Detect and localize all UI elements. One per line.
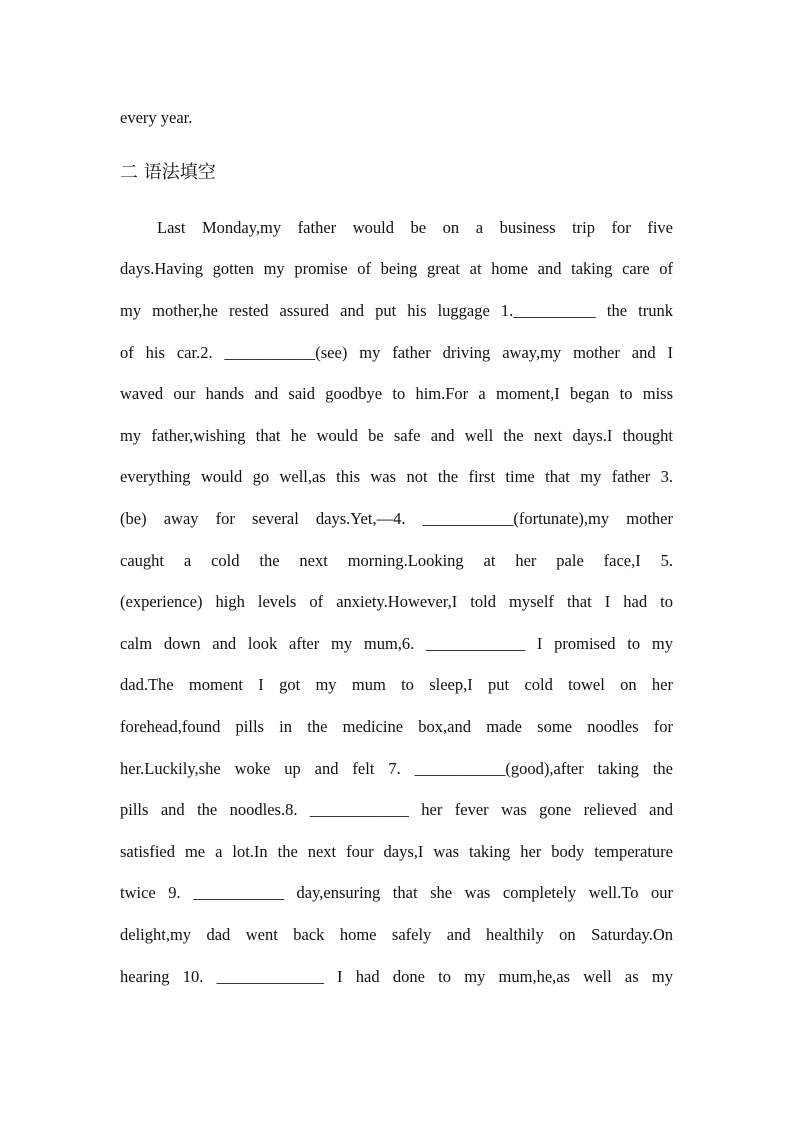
passage-line-13: forehead,found pills in the medicine box,and made some noodles for bbox=[120, 717, 673, 736]
passage-line-6: my father,wishing that he would be safe and well the next days.I thought bbox=[120, 426, 673, 445]
section-heading: 二 语法填空 bbox=[120, 162, 216, 183]
passage-line-8: (be) away for several days.Yet,—4. ___________(fortunate),my mother bbox=[120, 509, 673, 528]
passage-line-5: waved our hands and said goodbye to him.For a moment,I began to miss bbox=[120, 384, 673, 403]
passage-line-1: Last Monday,my father would be on a business trip for five bbox=[157, 218, 673, 237]
passage-line-2: days.Having gotten my promise of being great at home and taking care of bbox=[120, 259, 673, 278]
passage-line-4: of his car.2. ___________(see) my father driving away,my mother and I bbox=[120, 343, 673, 362]
passage-line-14: her.Luckily,she woke up and felt 7. ___________(good),after taking the bbox=[120, 759, 673, 778]
carryover-text: every year. bbox=[120, 108, 193, 127]
passage-line-16: satisfied me a lot.In the next four days,I was taking her body temperature bbox=[120, 842, 673, 861]
passage-line-19: hearing 10. _____________ I had done to my mum,he,as well as my bbox=[120, 967, 673, 986]
passage-line-12: dad.The moment I got my mum to sleep,I put cold towel on her bbox=[120, 675, 673, 694]
passage-line-18: delight,my dad went back home safely and healthily on Saturday.On bbox=[120, 925, 673, 944]
passage-line-15: pills and the noodles.8. ____________ her fever was gone relieved and bbox=[120, 800, 673, 819]
passage-line-9: caught a cold the next morning.Looking at her pale face,I 5. bbox=[120, 551, 673, 570]
passage-line-11: calm down and look after my mum,6. ____________ I promised to my bbox=[120, 634, 673, 653]
passage-line-10: (experience) high levels of anxiety.However,I told myself that I had to bbox=[120, 592, 673, 611]
passage-line-17: twice 9. ___________ day,ensuring that she was completely well.To our bbox=[120, 883, 673, 902]
passage-line-7: everything would go well,as this was not the first time that my father 3. bbox=[120, 467, 673, 486]
passage-line-3: my mother,he rested assured and put his luggage 1.__________ the trunk bbox=[120, 301, 673, 320]
